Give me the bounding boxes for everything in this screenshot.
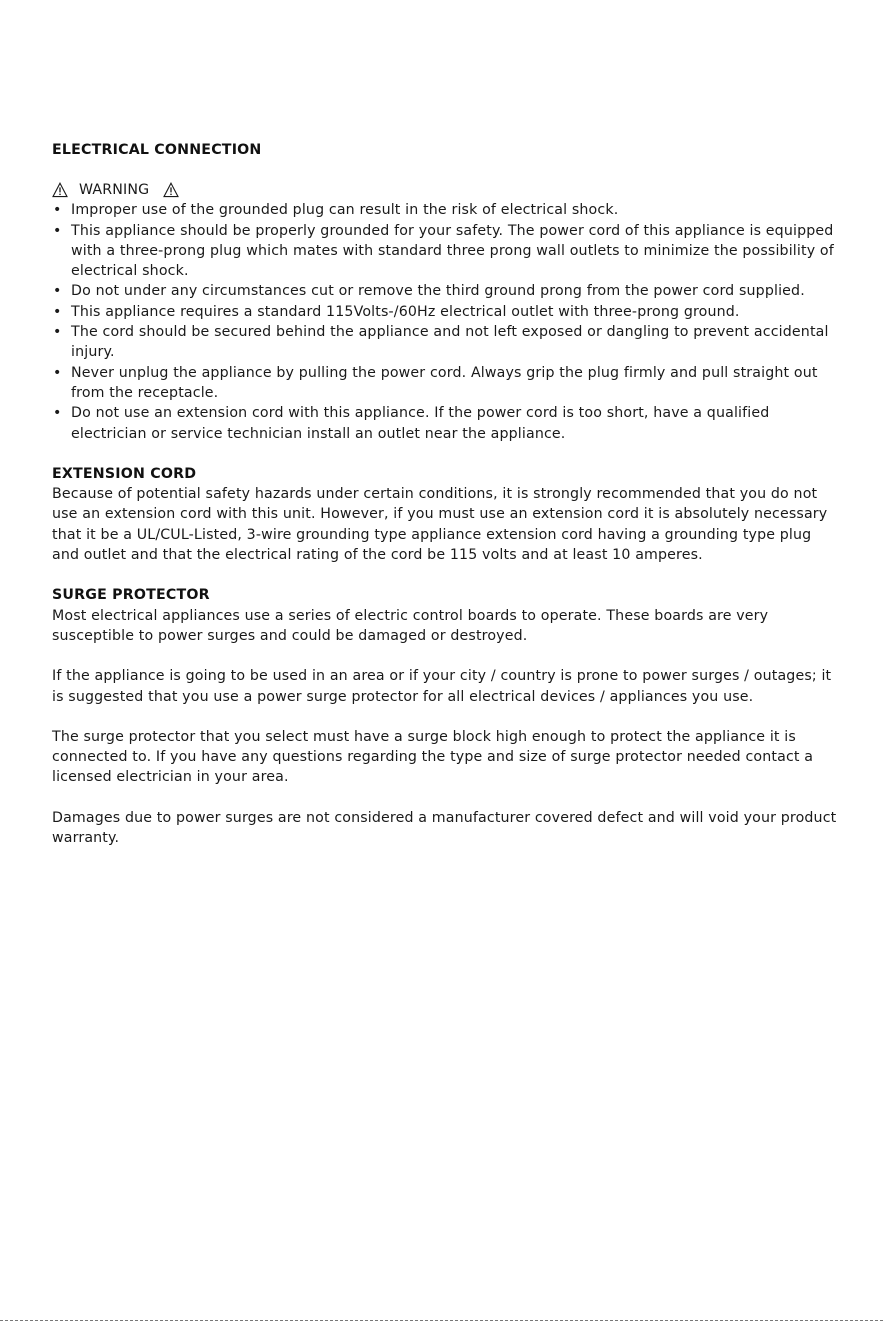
electrical-connection-heading: ELECTRICAL CONNECTION [52,142,262,158]
electrical-connection-bullets [52,200,842,444]
extension-cord-heading: EXTENSION CORD [52,465,197,482]
warning-triangle-icon [163,182,179,198]
bullet-item: • Do not under any circumstances cut or remove the third ground prong from the power cord supplied. [52,281,842,301]
surge-paragraph: If the appliance is going to be used in an area or if your city / country is prone to power surges / outages; it is suggested that you use a power surge protector for all electrical devices / appliances you use. [52,668,832,705]
bullet-item: • This appliance requires a standard 115Volts-/60Hz electrical outlet with three-prong ground. [52,302,842,322]
bullet-item: • The cord should be secured behind the appliance and not left exposed or dangling to prevent accidental injury. [52,322,842,363]
extension-cord-paragraph: Because of potential safety hazards under certain conditions, it is strongly recommended that you do not use an extension cord with this unit. However, if you must use an extension cord it is absolutely necessary that it be a UL/CUL-Listed, 3-wire grounding type appliance extension cord having a grounding type plug and outlet and that the electrical rating of the cord be 115 volts and at least 10 amperes. [52,486,828,564]
surge-paragraph: The surge protector that you select must have a surge block high enough to protect the appliance it is connected to. If you have any questions regarding the type and size of surge protector needed contact a licensed electrician in your area. [52,728,814,786]
warning-line [52,180,842,200]
manual-page [52,140,842,848]
warning-triangle-icon [52,182,68,198]
surge-paragraph: Most electrical appliances use a series of electric control boards to operate. These boards are very susceptible to power surges and could be damaged or destroyed. [52,607,769,644]
surge-protector-heading: SURGE PROTECTOR [52,587,210,604]
warning-label: WARNING [79,182,150,199]
bullet-item: • This appliance should be properly grounded for your safety. The power cord of this appliance is equipped with a three-prong plug which mates with standard three prong wall outlets to minimize the possibility of electrical shock. [52,221,842,282]
bullet-item: • Do not use an extension cord with this appliance. If the power cord is too short, have a qualified electrician or service technician install an outlet near the appliance. [52,403,842,444]
surge-paragraph: Damages due to power surges are not considered a manufacturer covered defect and will void your product warranty. [52,809,837,847]
bullet-item: • Never unplug the appliance by pulling the power cord. Always grip the plug firmly and pull straight out from the receptacle. [52,363,842,404]
bullet-item: • Improper use of the grounded plug can result in the risk of electrical shock. [52,200,842,220]
page-bottom-divider [0,1320,883,1321]
